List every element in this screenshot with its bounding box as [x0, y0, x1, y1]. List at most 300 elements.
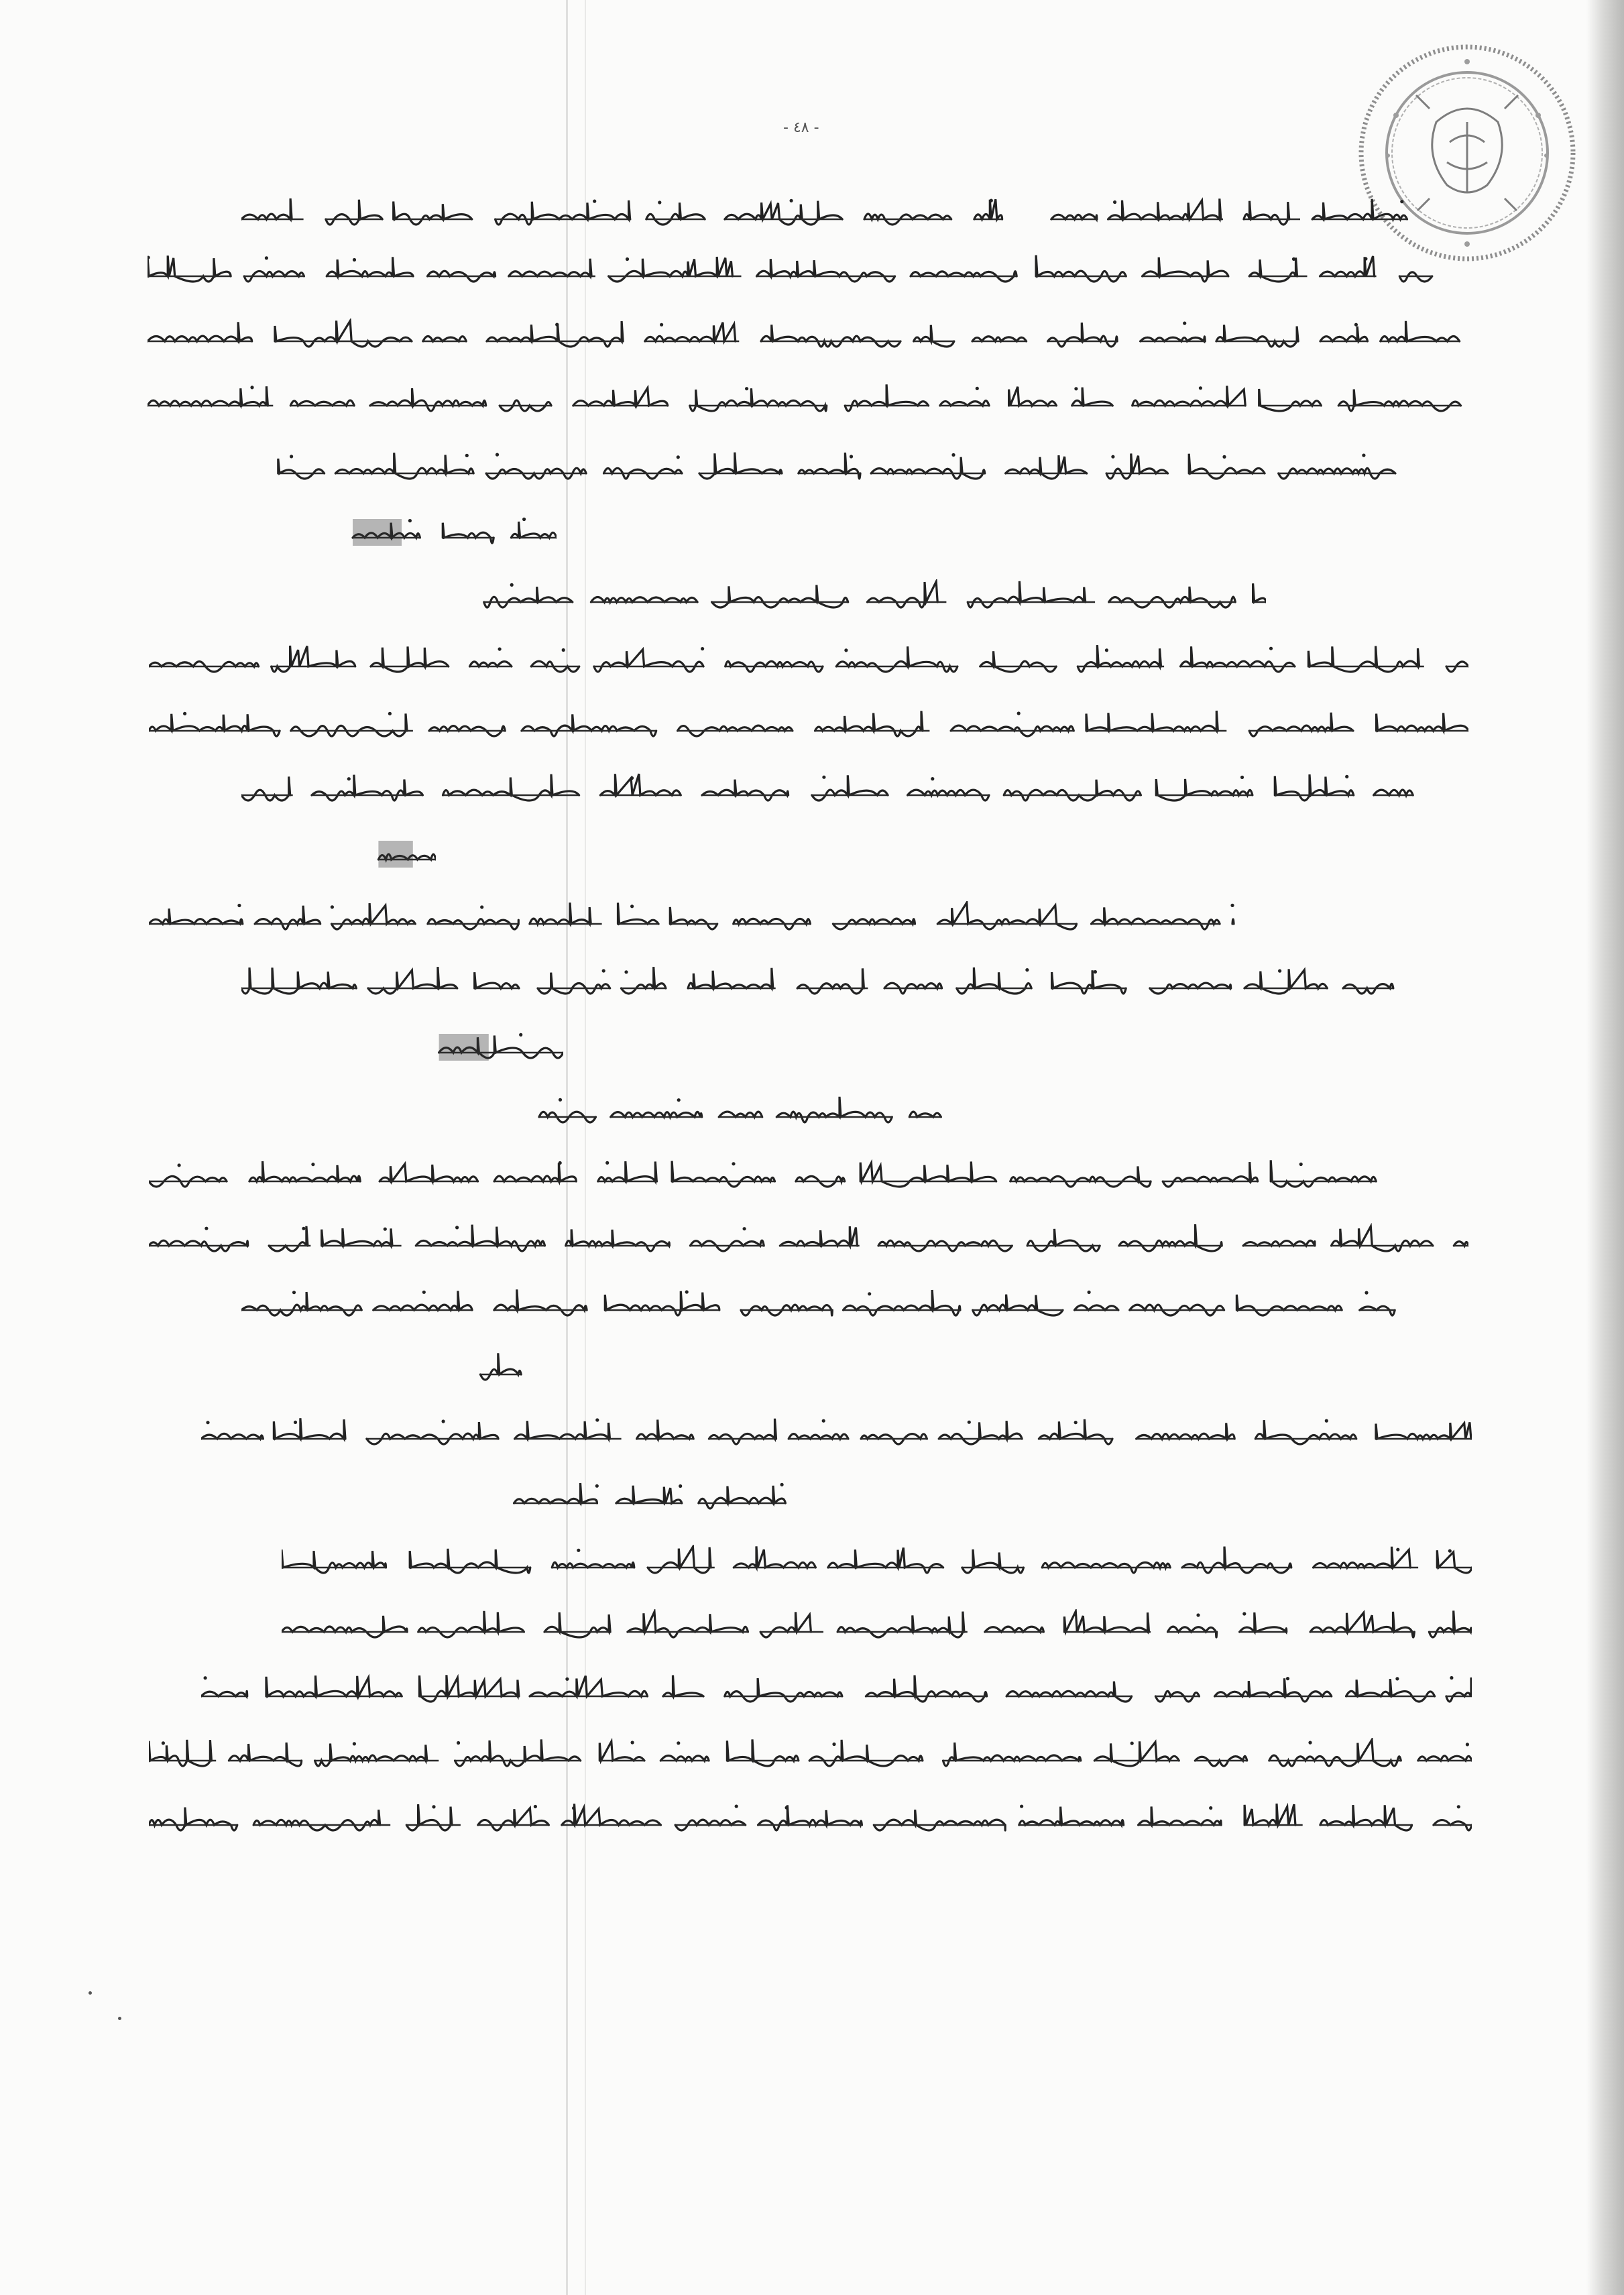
handwriting-stroke — [538, 973, 610, 994]
handwriting-stroke — [670, 907, 717, 929]
diacritic-dot — [1299, 1163, 1303, 1166]
diacritic-dot — [931, 777, 934, 780]
text-line — [282, 1475, 798, 1519]
handwritten-script — [282, 1480, 798, 1515]
handwriting-stroke — [939, 1421, 1022, 1444]
diacritic-dot — [1209, 1806, 1212, 1810]
handwriting-stroke — [663, 1675, 703, 1696]
handwriting-stroke — [725, 1678, 842, 1702]
handwriting-stroke — [1163, 1162, 1257, 1187]
handwriting-stroke — [760, 1612, 811, 1637]
handwritten-script — [282, 1545, 1472, 1580]
handwriting-stroke — [326, 200, 382, 225]
handwriting-stroke — [1376, 1422, 1471, 1439]
handwriting-stroke — [1437, 1550, 1472, 1573]
handwriting-stroke — [530, 902, 591, 924]
diacritic-dot — [388, 712, 392, 715]
diacritic-dot — [1400, 200, 1403, 203]
diacritic-dot — [148, 256, 150, 259]
diacritic-dot — [1278, 969, 1281, 973]
handwriting-stroke — [1429, 1610, 1472, 1637]
diacritic-dot — [1354, 323, 1358, 327]
handwriting-stroke — [776, 1097, 892, 1122]
handwriting-stroke — [1048, 322, 1118, 347]
handwritten-script — [149, 1738, 1472, 1773]
handwriting-stroke — [690, 388, 827, 411]
text-line — [201, 1411, 1472, 1455]
diacritic-dot — [1450, 1676, 1453, 1680]
handwriting-stroke — [241, 198, 292, 219]
scan-speck — [118, 2017, 121, 2020]
handwriting-stroke — [511, 522, 557, 538]
handwriting-stroke — [1004, 780, 1141, 801]
diacritic-dot — [162, 1741, 165, 1745]
handwriting-stroke — [249, 1161, 360, 1181]
handwriting-stroke — [455, 1739, 581, 1766]
handwriting-stroke — [1006, 455, 1087, 479]
handwriting-stroke — [291, 713, 407, 736]
handwriting-stroke — [487, 321, 623, 347]
handwriting-stroke — [368, 967, 457, 994]
handwriting-stroke — [688, 968, 773, 988]
handwritten-script — [149, 1159, 1468, 1193]
handwriting-stroke — [1249, 257, 1297, 282]
diacritic-dot — [290, 455, 293, 458]
handwriting-stroke — [1108, 198, 1221, 219]
diacritic-dot — [685, 1290, 689, 1293]
text-line — [241, 960, 1468, 1004]
handwritten-script — [201, 1673, 1472, 1708]
diacritic-dot — [534, 1805, 537, 1808]
handwritten-script — [241, 196, 1468, 231]
diacritic-dot — [677, 1741, 680, 1745]
handwriting-stroke — [645, 322, 736, 341]
scan-speck — [89, 1991, 92, 1995]
text-line — [282, 1539, 1472, 1584]
diacritic-dot — [455, 1226, 459, 1229]
handwriting-stroke — [628, 1612, 748, 1637]
handwriting-stroke — [727, 1739, 799, 1766]
handwritten-script — [241, 1094, 986, 1129]
handwriting-stroke — [914, 325, 954, 347]
diacritic-dot — [822, 776, 825, 779]
handwriting-stroke — [699, 1486, 786, 1509]
handwriting-stroke — [860, 1162, 996, 1187]
handwriting-stroke — [734, 1546, 815, 1568]
handwriting-stroke — [702, 780, 789, 801]
diacritic-dot — [850, 455, 853, 458]
handwriting-stroke — [475, 972, 519, 988]
diacritic-dot — [1364, 257, 1367, 260]
handwriting-stroke — [1236, 1295, 1342, 1315]
handwriting-stroke — [648, 1547, 711, 1573]
text-line — [148, 313, 1472, 357]
handwriting-stroke — [149, 1740, 211, 1766]
diacritic-dot — [292, 1291, 296, 1294]
handwriting-stroke — [148, 386, 268, 406]
handwriting-stroke — [484, 587, 573, 607]
diacritic-dot — [1362, 454, 1365, 457]
handwriting-stroke — [274, 1418, 345, 1439]
diacritic-dot — [822, 1419, 825, 1423]
handwriting-stroke — [1027, 1229, 1100, 1251]
handwritten-script — [149, 515, 557, 550]
handwriting-stroke — [618, 903, 659, 925]
diacritic-dot — [1269, 647, 1273, 650]
diacritic-dot — [457, 1741, 460, 1745]
diacritic-dot — [968, 1421, 971, 1424]
handwriting-stroke — [241, 776, 290, 801]
handwriting-stroke — [1006, 1682, 1132, 1702]
handwriting-stroke — [943, 1743, 1081, 1766]
diacritic-dot — [658, 200, 661, 204]
handwriting-stroke — [494, 1289, 587, 1315]
diacritic-dot — [605, 1161, 609, 1165]
page-number: - ٤٨ - — [783, 119, 819, 136]
handwritten-script — [149, 644, 1468, 679]
diacritic-dot — [204, 1676, 207, 1680]
handwriting-stroke — [1064, 1611, 1149, 1632]
diacritic-dot — [510, 583, 514, 587]
handwriting-stroke — [371, 646, 449, 672]
diacritic-dot — [422, 1291, 426, 1294]
diacritic-dot — [626, 257, 629, 261]
handwriting-stroke — [1215, 1678, 1332, 1702]
handwriting-stroke — [312, 775, 423, 801]
handwriting-stroke — [266, 1675, 402, 1696]
diacritic-dot — [353, 258, 356, 261]
diacritic-dot — [745, 387, 748, 390]
handwriting-stroke — [416, 1225, 544, 1251]
handwriting-stroke — [867, 582, 937, 608]
handwritten-script — [148, 253, 1472, 288]
handwriting-stroke — [672, 1161, 774, 1187]
handwritten-script — [241, 965, 1468, 1000]
diacritic-dot — [178, 1163, 181, 1167]
handwriting-stroke — [1143, 257, 1228, 282]
diacritic-dot — [1242, 1612, 1246, 1615]
diacritic-dot — [631, 1741, 634, 1744]
handwriting-stroke — [1346, 1679, 1435, 1702]
handwriting-stroke — [269, 1226, 308, 1251]
handwriting-stroke — [544, 1612, 610, 1637]
text-line — [241, 1089, 986, 1133]
text-line — [149, 703, 1468, 747]
diacritic-dot — [1199, 386, 1202, 390]
diacritic-dot — [577, 1549, 580, 1552]
diacritic-dot — [1457, 1805, 1460, 1808]
handwriting-stroke — [335, 453, 473, 479]
handwriting-stroke — [599, 1742, 644, 1761]
diacritic-dot — [1074, 387, 1078, 390]
handwriting-stroke — [1320, 1805, 1412, 1830]
handwriting-stroke — [1338, 390, 1460, 411]
handwriting-stroke — [282, 1616, 407, 1637]
handwriting-stroke — [1119, 1224, 1222, 1251]
handwriting-stroke — [494, 1163, 576, 1181]
handwriting-stroke — [1310, 1612, 1414, 1637]
page-edge-shadow — [1586, 0, 1624, 2295]
diacritic-dot — [990, 199, 993, 202]
diacritic-dot — [1020, 1805, 1023, 1808]
handwriting-stroke — [637, 1420, 694, 1439]
handwriting-stroke — [509, 259, 591, 276]
handwriting-stroke — [758, 1805, 862, 1830]
handwriting-stroke — [1381, 321, 1460, 341]
handwriting-stroke — [522, 714, 656, 736]
diacritic-dot — [384, 1228, 387, 1231]
text-line — [241, 191, 1468, 235]
diacritic-dot — [311, 1163, 314, 1166]
handwriting-stroke — [780, 1226, 857, 1246]
handwriting-stroke — [646, 202, 705, 225]
handwriting-stroke — [315, 1744, 427, 1767]
heading-mark — [439, 1034, 489, 1061]
heading-mark — [378, 841, 412, 868]
handwriting-stroke — [1019, 1807, 1124, 1825]
diacritic-dot — [677, 1098, 681, 1102]
handwriting-stroke — [1308, 646, 1419, 672]
handwritten-script — [282, 1609, 1472, 1644]
handwriting-stroke — [809, 1740, 923, 1766]
text-line — [201, 1668, 1472, 1712]
diacritic-dot — [562, 648, 565, 652]
section-heading — [149, 831, 436, 876]
handwriting-stroke — [1244, 1804, 1295, 1825]
handwriting-stroke — [418, 1611, 524, 1637]
handwritten-script — [241, 772, 1462, 807]
handwriting-stroke — [255, 906, 321, 929]
diacritic-dot — [1113, 200, 1116, 204]
handwritten-script — [241, 451, 1465, 485]
handwriting-stroke — [836, 646, 958, 672]
diacritic-dot — [701, 647, 704, 650]
handwriting-stroke — [980, 651, 1057, 672]
handwriting-stroke — [241, 1292, 361, 1315]
handwriting-stroke — [1320, 327, 1368, 341]
handwriting-stroke — [1106, 454, 1168, 479]
text-line — [148, 248, 1472, 292]
section-heading — [149, 510, 557, 554]
handwriting-stroke — [480, 1353, 521, 1380]
handwriting-stroke — [957, 967, 1031, 994]
handwriting-stroke — [812, 775, 888, 801]
handwriting-stroke — [406, 1804, 452, 1830]
handwriting-stroke — [1249, 713, 1353, 736]
handwriting-stroke — [370, 388, 486, 411]
handwriting-stroke — [725, 201, 842, 225]
handwriting-stroke — [148, 255, 231, 282]
handwriting-stroke — [621, 967, 666, 994]
diacritic-dot — [1325, 1419, 1328, 1423]
diacritic-dot — [593, 200, 596, 203]
text-line — [148, 377, 1472, 422]
diacritic-dot — [1240, 776, 1244, 779]
handwriting-stroke — [757, 259, 895, 282]
handwriting-stroke — [1052, 970, 1126, 994]
diacritic-dot — [1017, 711, 1021, 715]
diacritic-dot — [951, 453, 955, 457]
handwriting-stroke — [709, 1419, 776, 1444]
handwriting-stroke — [1332, 1226, 1433, 1251]
handwriting-stroke — [866, 1675, 986, 1702]
handwriting-stroke — [149, 1808, 237, 1830]
diacritic-dot — [498, 648, 502, 651]
diacritic-dot — [1308, 1741, 1312, 1745]
text-line — [241, 1282, 1468, 1326]
handwriting-stroke — [1259, 389, 1322, 411]
handwriting-stroke — [1244, 969, 1327, 994]
handwritten-script — [149, 837, 436, 872]
diacritic-dot — [353, 1742, 356, 1745]
handwriting-stroke — [828, 1547, 943, 1573]
diacritic-dot — [559, 1161, 562, 1165]
handwriting-stroke — [974, 199, 1002, 219]
handwriting-stroke — [845, 384, 928, 411]
diacritic-dot — [265, 256, 268, 259]
handwriting-stroke — [1377, 713, 1468, 731]
diacritic-dot — [595, 1418, 599, 1421]
diacritic-dot — [732, 1162, 735, 1165]
section-heading — [149, 1024, 563, 1069]
diacritic-dot — [785, 1806, 789, 1810]
diacritic-dot — [679, 1484, 682, 1488]
diacritic-dot — [976, 387, 979, 390]
handwriting-stroke — [699, 453, 782, 479]
handwriting-stroke — [394, 202, 472, 225]
handwriting-stroke — [844, 1290, 960, 1315]
diacritic-dot — [743, 1227, 746, 1230]
diacritic-dot — [565, 1678, 569, 1681]
handwriting-stroke — [1216, 325, 1298, 347]
handwriting-stroke — [1139, 1807, 1222, 1826]
diacritic-dot — [572, 1806, 575, 1810]
text-line — [241, 767, 1462, 811]
handwriting-stroke — [1275, 774, 1353, 801]
handwriting-stroke — [443, 523, 494, 543]
diacritic-dot — [302, 1227, 305, 1230]
diacritic-dot — [660, 323, 663, 327]
handwriting-stroke — [1072, 388, 1113, 406]
handwriting-stroke — [332, 903, 416, 929]
diacritic-dot — [206, 1421, 209, 1424]
diacritic-dot — [1183, 322, 1186, 325]
diacritic-dot — [1111, 455, 1114, 459]
diacritic-dot — [844, 648, 848, 652]
handwriting-stroke — [1109, 587, 1236, 607]
handwriting-stroke — [149, 714, 280, 736]
diacritic-dot — [432, 1805, 435, 1808]
diacritic-dot — [1094, 970, 1097, 974]
handwriting-stroke — [229, 1743, 301, 1766]
diacritic-dot — [555, 323, 559, 327]
handwriting-stroke — [443, 774, 579, 801]
handwriting-stroke — [573, 388, 668, 406]
handwritten-script — [149, 579, 1266, 614]
handwriting-stroke — [962, 1549, 1024, 1573]
diacritic-dot — [205, 1227, 208, 1230]
handwriting-stroke — [761, 325, 901, 347]
handwriting-stroke — [272, 646, 355, 672]
text-line — [149, 574, 1266, 618]
diacritic-dot — [1286, 1677, 1289, 1680]
handwriting-stroke — [327, 257, 413, 276]
handwriting-stroke — [278, 459, 325, 479]
diacritic-dot — [677, 455, 680, 459]
handwriting-stroke — [241, 967, 356, 994]
diacritic-dot — [250, 386, 253, 389]
diacritic-dot — [624, 970, 628, 974]
handwriting-stroke — [815, 711, 923, 736]
handwriting-stroke — [562, 1804, 661, 1825]
diacritic-dot — [1345, 775, 1348, 778]
text-line — [241, 445, 1465, 489]
diacritic-dot — [559, 1098, 562, 1102]
handwriting-stroke — [1036, 255, 1126, 282]
handwriting-stroke — [712, 585, 848, 608]
diacritic-dot — [1466, 1743, 1469, 1746]
diacritic-dot — [1396, 1548, 1399, 1551]
handwriting-stroke — [420, 1675, 519, 1702]
handwriting-stroke — [874, 1810, 1005, 1830]
diacritic-dot — [1448, 1549, 1452, 1553]
diacritic-dot — [630, 776, 634, 780]
diacritic-dot — [1292, 257, 1295, 261]
diacritic-dot — [602, 969, 605, 972]
handwritten-script — [149, 901, 1267, 936]
handwriting-stroke — [478, 1808, 549, 1830]
handwriting-stroke — [322, 1228, 392, 1246]
diacritic-dot — [480, 905, 483, 908]
diacritic-dot — [735, 1805, 738, 1808]
diacritic-dot — [408, 519, 412, 522]
handwriting-stroke — [148, 322, 252, 341]
handwriting-stroke — [600, 774, 681, 795]
diacritic-dot — [347, 777, 351, 780]
diacritic-dot — [1130, 1742, 1134, 1745]
handwriting-stroke — [367, 1422, 498, 1444]
handwriting-stroke — [1009, 387, 1057, 406]
handwriting-stroke — [496, 200, 630, 225]
handwriting-stroke — [1240, 1612, 1287, 1632]
text-line — [149, 1797, 1472, 1841]
diacritic-dot — [1025, 968, 1029, 972]
diacritic-dot — [496, 453, 499, 457]
handwriting-stroke — [1446, 1678, 1472, 1702]
handwriting-stroke — [1137, 1423, 1235, 1439]
diacritic-dot — [1395, 1677, 1399, 1680]
handwriting-stroke — [837, 1612, 964, 1637]
handwriting-stroke — [275, 320, 412, 347]
handwriting-stroke — [797, 968, 864, 994]
handwriting-stroke — [973, 1295, 1063, 1315]
diacritic-dot — [237, 904, 241, 907]
handwriting-stroke — [515, 1421, 610, 1439]
handwriting-stroke — [937, 902, 1076, 929]
text-line — [149, 1153, 1468, 1197]
handwriting-stroke — [410, 1549, 530, 1573]
text-line — [149, 638, 1468, 683]
handwriting-stroke — [1086, 711, 1218, 731]
handwriting-stroke — [253, 1810, 380, 1830]
handwriting-stroke — [149, 908, 243, 924]
handwriting-stroke — [530, 1676, 648, 1697]
handwritten-script — [149, 708, 1468, 743]
diacritic-dot — [790, 199, 793, 202]
handwritten-script — [241, 1287, 1468, 1322]
diacritic-dot — [183, 712, 186, 715]
handwriting-stroke — [1244, 201, 1289, 225]
